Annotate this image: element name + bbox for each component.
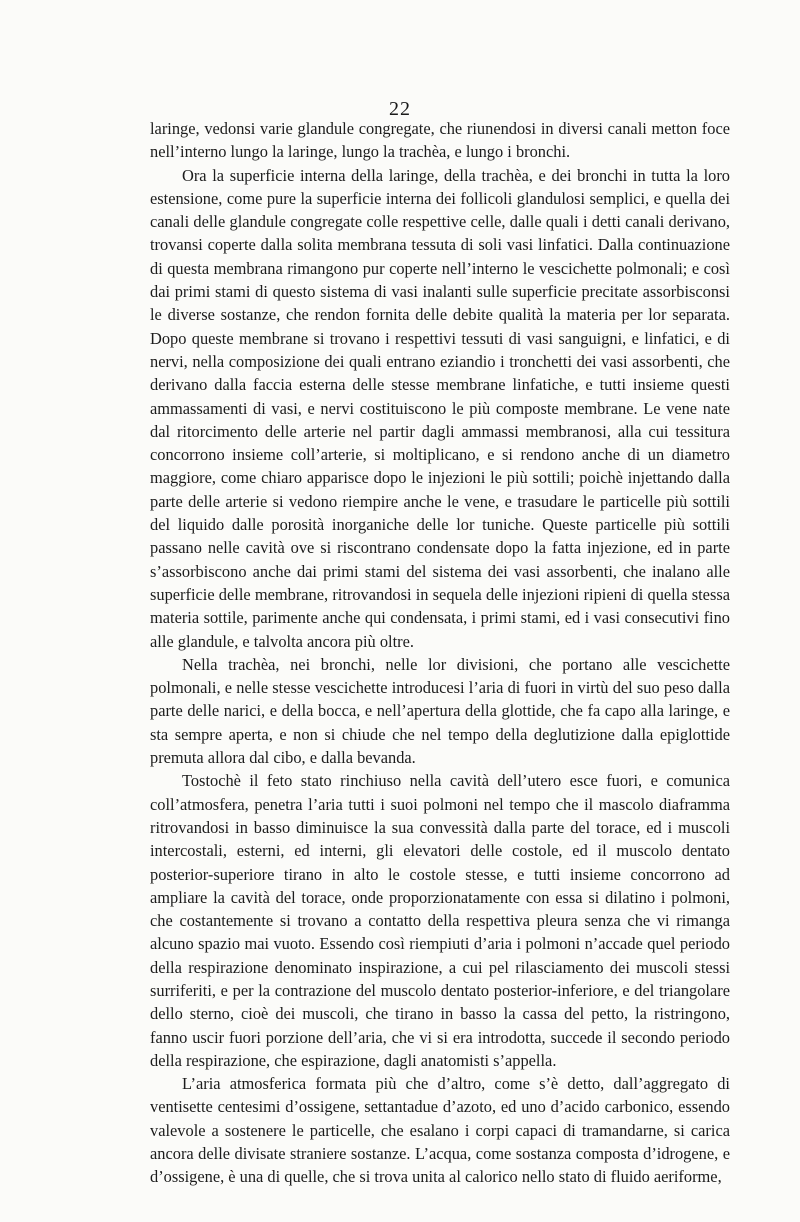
- paragraph-2: Ora la superficie interna della laringe, della trachèa, e dei bronchi in tutta la loro estensione, come pure la superficie interna dei follicoli glandulosi semplici, e quella dei canali delle glandule congregate colle respettive celle, dalle quali i detti canali derivano, trovansi coperte dalla solita membrana tessuta di soli vasi linfatici. Dalla continuazione di questa membrana rimangono pur coperte nell’interno le vescichette polmonali; e così dai primi stami di questo sistema di vasi inalanti sulle superficie precitate assorbisconsi le diverse sostanze, che rendon fornita delle debite qualità la materia per lor separata. Dopo queste membrane si trovano i respettivi tessuti di vasi sanguigni, e linfatici, e di nervi, nella composizione dei quali entrano eziandio i tronchetti dei vasi assorbenti, che derivano dalla faccia esterna delle stesse membrane linfatiche, e tutti insieme questi ammassamenti di vasi, e nervi costituiscono le più composte membrane. Le vene nate dal ritorcimento delle arterie nel partir dagli ammassi membranosi, alla cui tessitura concorrono insieme coll’arterie, si moltiplicano, e si rendono anche di un diametro maggiore, come chiaro apparisce dopo le injezioni le più sottili; poichè injettando dalla parte delle arterie si vedono riempire anche le vene, e trasudare le particelle più sottili del liquido dalle porosità inorganiche delle lor tuniche. Queste particelle più sottili passano nelle cavità ove si riscontrano condensate dopo la fatta injezione, ed in parte s’assorbiscono anche dai primi stami del sistema dei vasi assorbenti, che inalano alle superficie delle membrane, ritrovandosi in sequela delle injezioni ripieni di quella stessa materia sottile, parimente anche qui condensata, i primi stami, ed i vasi consecutivi fino alle glandule, e talvolta ancora più oltre.: [150, 165, 730, 651]
- body-text: [150, 117, 730, 1189]
- paragraph-1: laringe, vedonsi varie glandule congregate, che riunendosi in diversi canali metton foce nell’interno lungo la laringe, lungo la trachèa, e lungo i bronchi.: [150, 119, 730, 162]
- paragraph-3: Nella trachèa, nei bronchi, nelle lor divisioni, che portano alle vescichette polmonali, e nelle stesse vescichette introducesi l’aria di fuori in virtù del suo peso dalla parte delle narici, e della bocca, e nell’apertura della glottide, che fa capo alla laringe, e sta sempre aperta, e non si chiude che nel tempo della deglutizione dalla epiglottide premuta allora dal cibo, e dalla bevanda.: [150, 654, 730, 768]
- page-number: 22: [389, 98, 411, 120]
- paragraph-5: L’aria atmosferica formata più che d’altro, come s’è detto, dall’aggregato di ventisette centesimi d’ossigene, settantadue d’azoto, ed uno d’acido carbonico, essendo valevole a sostenere le particelle, che esalano i corpi capaci di tramandarne, si carica ancora delle divisate straniere sostanze. L’acqua, come sostanza composta d’idrogene, e d’ossigene, è una di quelle, che si trova unita al calorico nello stato di fluido aeriforme,: [150, 1074, 730, 1187]
- paragraph-4: Tostochè il feto stato rinchiuso nella cavità dell’utero esce fuori, e comunica coll’atmosfera, penetra l’aria tutti i suoi polmoni nel tempo che il mascolo diaframma ritrovandosi in basso diminuisce la sua convessità dalla parte del torace, ed i muscoli intercostali, esterni, ed interni, gli elevatori delle costole, ed il muscolo dentato posterior-superiore tirano in alto le costole stesse, e tutti insieme concorrono ad ampliare la cavità del torace, onde proporzionatamente con essa si dilatino i polmoni, che costantemente si trovano a contatto della respettiva pleura senza che vi rimanga alcuno spazio mai vuoto. Essendo così riempiuti d’aria i polmoni n’accade quel periodo della respirazione denominato inspirazione, a cui pel rilasciamento dei muscoli stessi surriferiti, e per la contrazione del muscolo dentato posterior-inferiore, e del triangolare dello sterno, cioè dei muscoli, che tirano in basso la cassa del petto, la ristringono, fanno uscir fuori porzione dell’aria, che vi si era introdotta, succede il secondo periodo della respirazione, che espirazione, dagli anatomisti s’appella.: [150, 771, 730, 1070]
